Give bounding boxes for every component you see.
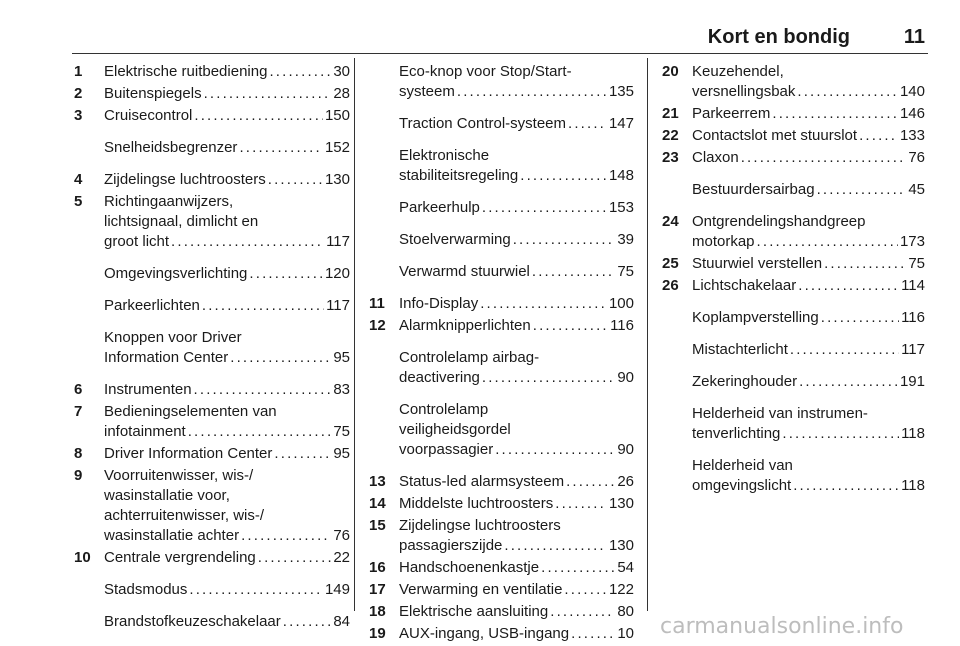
entry-number: 18 xyxy=(369,603,386,620)
index-entry xyxy=(369,262,634,282)
entry-page-ref: 130 xyxy=(608,537,634,554)
index-entry xyxy=(369,516,634,556)
entry-number: 26 xyxy=(662,277,679,294)
entry-number: 17 xyxy=(369,581,386,598)
entry-page-ref: 76 xyxy=(908,149,925,166)
entry-number xyxy=(74,612,104,632)
entry-label: Bestuurdersairbag xyxy=(692,181,815,198)
entry-label: Omgevingsverlichting xyxy=(104,265,248,282)
index-entry xyxy=(662,212,925,252)
entry-page-ref: 147 xyxy=(608,115,634,132)
entry-label: Alarmknipperlichten xyxy=(399,317,531,334)
entry-page-ref: 122 xyxy=(608,581,634,598)
entry-page-ref: 140 xyxy=(899,83,925,100)
index-entry xyxy=(74,444,350,464)
index-entry xyxy=(662,456,925,496)
entry-number xyxy=(662,456,692,496)
index-entry xyxy=(369,472,634,492)
dot-leader xyxy=(757,232,898,252)
entry-number xyxy=(74,580,104,600)
index-entry xyxy=(369,558,634,578)
entry-page-ref: 117 xyxy=(326,297,350,314)
entry-label: Info-Display xyxy=(399,295,479,312)
dot-leader xyxy=(541,558,615,578)
entry-page-ref: 117 xyxy=(326,233,350,250)
entry-number xyxy=(662,180,692,200)
entry-label: Koplampverstelling xyxy=(692,309,819,326)
entry-number xyxy=(74,296,104,316)
entry-text-line: Eco-knop voor Stop/Start- xyxy=(399,63,572,80)
entry-label: Stoelverwarming xyxy=(399,231,511,248)
index-entry xyxy=(369,62,634,102)
index-entry xyxy=(74,264,350,284)
dot-leader xyxy=(204,84,332,104)
dot-leader xyxy=(520,166,607,186)
index-entry xyxy=(74,296,350,316)
entry-label: Lichtschakelaar xyxy=(692,277,797,294)
page-header-title: Kort en bondig xyxy=(707,26,850,48)
entry-number: 25 xyxy=(662,255,679,272)
entry-page-ref: 95 xyxy=(333,349,350,366)
entry-number: 2 xyxy=(74,85,83,102)
index-entry xyxy=(74,170,350,190)
index-entry xyxy=(662,308,925,328)
entry-label: Verwarming en ventilatie xyxy=(399,581,563,598)
index-entry xyxy=(662,404,925,444)
index-entry xyxy=(369,494,634,514)
index-entry xyxy=(369,602,634,622)
entry-text-line: Elektronische xyxy=(399,147,490,164)
dot-leader xyxy=(274,444,331,464)
entry-number: 10 xyxy=(74,549,91,566)
dot-leader xyxy=(269,62,331,82)
entry-number: 4 xyxy=(74,171,83,188)
entry-label: Snelheidsbegrenzer xyxy=(104,139,238,156)
entry-page-ref: 75 xyxy=(333,423,350,440)
entry-label: passagierszijde xyxy=(399,537,503,554)
entry-label: motorkap xyxy=(692,233,755,250)
entry-label: Parkeerhulp xyxy=(399,199,480,216)
index-entry xyxy=(662,148,925,168)
entry-page-ref: 84 xyxy=(333,613,350,630)
dot-leader xyxy=(782,424,899,444)
entry-label: Elektrische ruitbediening xyxy=(104,63,268,80)
entry-page-ref: 30 xyxy=(333,63,350,80)
entry-number: 22 xyxy=(662,127,679,144)
index-column-2 xyxy=(369,62,634,646)
index-column-3 xyxy=(662,62,925,498)
entry-page-ref: 75 xyxy=(617,263,634,280)
entry-label: Driver Information Center xyxy=(104,445,273,462)
entry-label: Parkeerlichten xyxy=(104,297,200,314)
index-entry xyxy=(74,612,350,632)
index-entry xyxy=(369,114,634,134)
dot-leader xyxy=(566,472,615,492)
entry-label: voorpassagier xyxy=(399,441,494,458)
entry-page-ref: 114 xyxy=(901,277,925,294)
entry-number xyxy=(369,230,399,250)
entry-page-ref: 100 xyxy=(608,295,634,312)
dot-leader xyxy=(799,372,898,392)
index-entry xyxy=(369,146,634,186)
entry-number xyxy=(662,372,692,392)
entry-number xyxy=(369,348,399,388)
dot-leader xyxy=(797,82,898,102)
entry-label: Zijdelingse luchtroosters xyxy=(104,171,266,188)
dot-leader xyxy=(249,264,323,284)
entry-page-ref: 116 xyxy=(901,309,925,326)
dot-leader xyxy=(555,494,607,514)
index-entry xyxy=(662,340,925,360)
entry-label: Brandstofkeuzeschakelaar xyxy=(104,613,281,630)
entry-number: 7 xyxy=(74,403,83,420)
dot-leader xyxy=(550,602,615,622)
entry-page-ref: 45 xyxy=(908,181,925,198)
entry-label: groot licht xyxy=(104,233,170,250)
entry-number: 19 xyxy=(369,625,386,642)
entry-label: Middelste luchtroosters xyxy=(399,495,554,512)
entry-page-ref: 191 xyxy=(899,373,925,390)
entry-label: Traction Control-systeem xyxy=(399,115,566,132)
entry-number: 23 xyxy=(662,149,679,166)
dot-leader xyxy=(202,296,324,316)
dot-leader xyxy=(533,316,608,336)
entry-label: Information Center xyxy=(104,349,229,366)
entry-label: Mistachterlicht xyxy=(692,341,788,358)
entry-number xyxy=(369,146,399,186)
index-entry xyxy=(74,84,350,104)
entry-page-ref: 148 xyxy=(608,167,634,184)
entry-number: 24 xyxy=(662,213,679,230)
dot-leader xyxy=(793,476,899,496)
entry-number xyxy=(74,138,104,158)
entry-page-ref: 90 xyxy=(617,369,634,386)
entry-number: 9 xyxy=(74,467,83,484)
entry-page-ref: 146 xyxy=(899,105,925,122)
index-entry xyxy=(74,106,350,126)
entry-page-ref: 54 xyxy=(617,559,634,576)
entry-page-ref: 150 xyxy=(324,107,350,124)
entry-text-line: achterruitenwisser, wis-/ xyxy=(104,507,265,524)
index-entry xyxy=(74,380,350,400)
index-entry xyxy=(662,104,925,124)
entry-text-line: veiligheidsgordel xyxy=(399,421,511,438)
dot-leader xyxy=(239,138,323,158)
dot-leader xyxy=(171,232,324,252)
dot-leader xyxy=(790,340,899,360)
index-entry xyxy=(369,580,634,600)
entry-number xyxy=(369,198,399,218)
entry-number: 3 xyxy=(74,107,83,124)
entry-number: 11 xyxy=(369,295,385,312)
entry-page-ref: 135 xyxy=(608,83,634,100)
index-entry xyxy=(74,328,350,368)
entry-label: Parkeerrem xyxy=(692,105,771,122)
entry-page-ref: 130 xyxy=(608,495,634,512)
dot-leader xyxy=(189,580,323,600)
entry-label: AUX-ingang, USB-ingang xyxy=(399,625,570,642)
entry-label: Claxon xyxy=(692,149,739,166)
entry-number xyxy=(662,340,692,360)
entry-page-ref: 26 xyxy=(617,473,634,490)
index-entry xyxy=(662,180,925,200)
entry-page-ref: 76 xyxy=(333,527,350,544)
entry-page-ref: 118 xyxy=(901,477,925,494)
index-entry xyxy=(662,254,925,274)
entry-number: 20 xyxy=(662,63,679,80)
entry-page-ref: 118 xyxy=(901,425,925,442)
entry-number xyxy=(74,328,104,368)
entry-label: Stadsmodus xyxy=(104,581,188,598)
dot-leader xyxy=(513,230,616,250)
entry-page-ref: 149 xyxy=(324,581,350,598)
dot-leader xyxy=(480,294,607,314)
entry-label: Contactslot met stuurslot xyxy=(692,127,858,144)
index-entry xyxy=(369,624,634,644)
entry-page-ref: 39 xyxy=(617,231,634,248)
index-entry xyxy=(369,348,634,388)
dot-leader xyxy=(772,104,898,124)
entry-page-ref: 152 xyxy=(324,139,350,156)
entry-page-ref: 75 xyxy=(908,255,925,272)
entry-page-ref: 95 xyxy=(333,445,350,462)
entry-number xyxy=(662,404,692,444)
entry-label: versnellingsbak xyxy=(692,83,796,100)
entry-number: 12 xyxy=(369,317,386,334)
index-entry xyxy=(74,548,350,568)
index-entry xyxy=(74,192,350,252)
watermark-text: carmanualsonline.info xyxy=(660,614,904,639)
entry-number: 8 xyxy=(74,445,83,462)
entry-number: 21 xyxy=(662,105,679,122)
index-entry xyxy=(369,294,634,314)
column-divider xyxy=(354,58,355,611)
entry-label: Handschoenenkastje xyxy=(399,559,540,576)
index-entry xyxy=(662,62,925,102)
dot-leader xyxy=(532,262,615,282)
entry-text-line: Zijdelingse luchtroosters xyxy=(399,517,561,534)
entry-page-ref: 83 xyxy=(333,381,350,398)
entry-label: Centrale vergrendeling xyxy=(104,549,256,566)
entry-text-line: Keuzehendel, xyxy=(692,63,784,80)
entry-label: Status-led alarmsysteem xyxy=(399,473,565,490)
entry-number: 14 xyxy=(369,495,386,512)
column-divider xyxy=(647,58,648,611)
dot-leader xyxy=(188,422,332,442)
entry-page-ref: 10 xyxy=(617,625,634,642)
entry-label: Zekeringhouder xyxy=(692,373,798,390)
entry-label: stabiliteitsregeling xyxy=(399,167,519,184)
index-entry xyxy=(662,372,925,392)
entry-page-ref: 28 xyxy=(333,85,350,102)
index-entry xyxy=(662,126,925,146)
entry-page-ref: 80 xyxy=(617,603,634,620)
entry-text-line: Richtingaanwijzers, xyxy=(104,193,234,210)
index-entry xyxy=(369,400,634,460)
entry-text-line: lichtsignaal, dimlicht en xyxy=(104,213,259,230)
entry-label: tenverlichting xyxy=(692,425,781,442)
header-divider xyxy=(72,53,928,54)
entry-page-ref: 153 xyxy=(608,199,634,216)
entry-number xyxy=(74,264,104,284)
dot-leader xyxy=(821,308,899,328)
entry-label: Cruisecontrol xyxy=(104,107,193,124)
entry-number: 5 xyxy=(74,193,83,210)
entry-label: wasinstallatie achter xyxy=(104,527,240,544)
dot-leader xyxy=(859,126,898,146)
dot-leader xyxy=(194,380,332,400)
dot-leader xyxy=(564,580,607,600)
index-entry xyxy=(74,580,350,600)
entry-page-ref: 90 xyxy=(617,441,634,458)
dot-leader xyxy=(283,612,332,632)
dot-leader xyxy=(194,106,323,126)
dot-leader xyxy=(568,114,607,134)
dot-leader xyxy=(504,536,607,556)
dot-leader xyxy=(571,624,615,644)
entry-number: 1 xyxy=(74,63,83,80)
entry-page-ref: 22 xyxy=(333,549,350,566)
entry-text-line: Voorruitenwisser, wis-/ xyxy=(104,467,254,484)
entry-text-line: Controlelamp xyxy=(399,401,489,418)
dot-leader xyxy=(258,548,332,568)
entry-label: Elektrische aansluiting xyxy=(399,603,549,620)
entry-page-ref: 116 xyxy=(610,317,634,334)
entry-number xyxy=(369,400,399,460)
dot-leader xyxy=(798,276,899,296)
entry-page-ref: 130 xyxy=(324,171,350,188)
entry-label: omgevingslicht xyxy=(692,477,792,494)
entry-text-line: Helderheid van instrumen- xyxy=(692,405,868,422)
entry-text-line: Bedieningselementen van xyxy=(104,403,277,420)
index-entry xyxy=(74,138,350,158)
dot-leader xyxy=(241,526,331,546)
dot-leader xyxy=(268,170,323,190)
entry-label: Buitenspiegels xyxy=(104,85,202,102)
entry-text-line: wasinstallatie voor, xyxy=(104,487,230,504)
dot-leader xyxy=(482,368,615,388)
entry-text-line: Controlelamp airbag- xyxy=(399,349,540,366)
page-number: 11 xyxy=(903,26,925,48)
index-entry xyxy=(369,316,634,336)
entry-number xyxy=(662,308,692,328)
entry-number: 15 xyxy=(369,517,386,534)
entry-page-ref: 173 xyxy=(899,233,925,250)
index-entry xyxy=(74,402,350,442)
entry-text-line: Knoppen voor Driver xyxy=(104,329,242,346)
entry-number xyxy=(369,262,399,282)
index-column-1 xyxy=(74,62,350,634)
entry-number: 6 xyxy=(74,381,83,398)
entry-label: systeem xyxy=(399,83,455,100)
entry-label: deactivering xyxy=(399,369,480,386)
entry-page-ref: 133 xyxy=(899,127,925,144)
index-entry xyxy=(369,230,634,250)
entry-number xyxy=(369,114,399,134)
entry-number xyxy=(369,62,399,102)
entry-page-ref: 117 xyxy=(901,341,925,358)
entry-text-line: Helderheid van xyxy=(692,457,793,474)
dot-leader xyxy=(495,440,615,460)
index-entry xyxy=(74,62,350,82)
index-entry xyxy=(662,276,925,296)
entry-page-ref: 120 xyxy=(324,265,350,282)
index-entry xyxy=(74,466,350,546)
entry-text-line: Ontgrendelingshandgreep xyxy=(692,213,866,230)
entry-label: Stuurwiel verstellen xyxy=(692,255,823,272)
entry-number: 13 xyxy=(369,473,386,490)
dot-leader xyxy=(824,254,906,274)
dot-leader xyxy=(817,180,907,200)
index-entry xyxy=(369,198,634,218)
dot-leader xyxy=(457,82,607,102)
dot-leader xyxy=(482,198,607,218)
entry-number: 16 xyxy=(369,559,386,576)
dot-leader xyxy=(741,148,907,168)
entry-label: Instrumenten xyxy=(104,381,192,398)
dot-leader xyxy=(230,348,331,368)
entry-label: Verwarmd stuurwiel xyxy=(399,263,530,280)
entry-label: infotainment xyxy=(104,423,186,440)
